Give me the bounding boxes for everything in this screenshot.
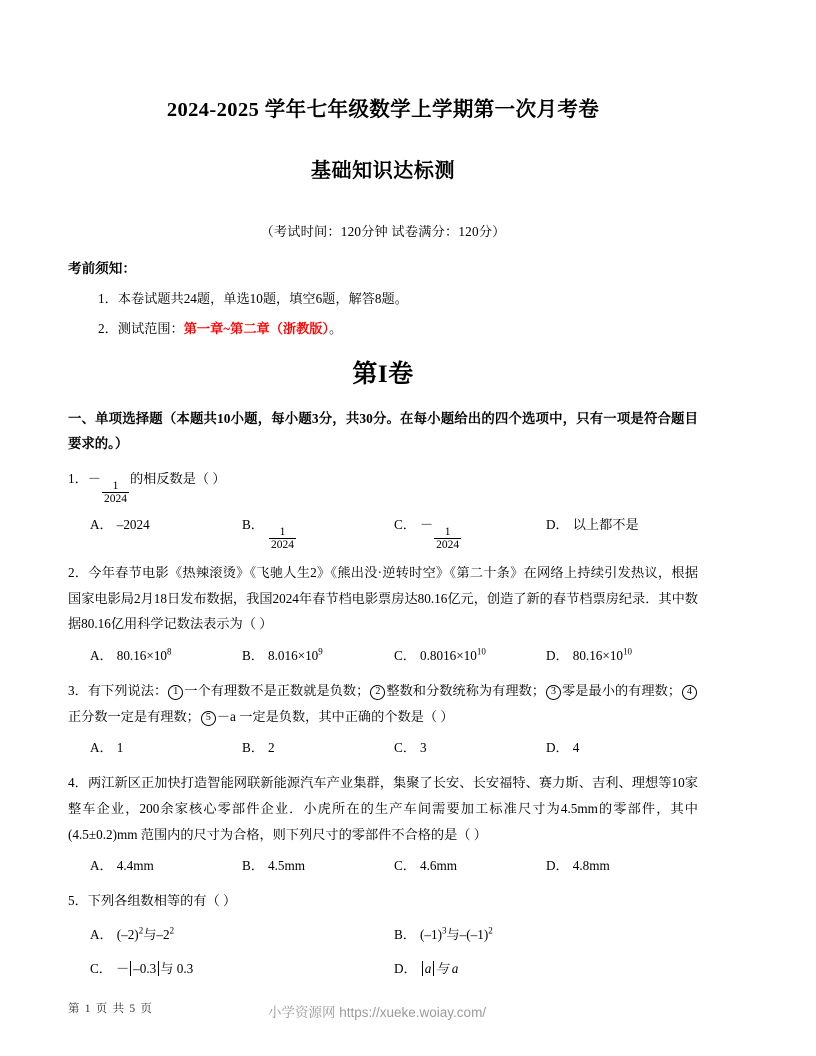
notice-item-2: [68, 318, 698, 337]
option-label: B．: [242, 516, 264, 532]
option-mid: 与: [446, 926, 460, 942]
option-left-exponent: 3: [441, 925, 447, 936]
circled-number-1: 1: [168, 685, 183, 700]
question-1-option-d[interactable]: [546, 512, 698, 551]
question-3: [68, 678, 698, 761]
fraction-1-2024: [269, 526, 296, 551]
option-label: C．: [90, 960, 112, 976]
option-mid: 与: [143, 926, 157, 942]
fraction-1-2024: [434, 526, 461, 551]
option-label: D．: [546, 648, 569, 664]
option-label: C．: [394, 516, 416, 532]
option-label: B．: [242, 740, 264, 756]
question-2-option-c[interactable]: [394, 643, 546, 669]
question-5-stem: [68, 888, 698, 914]
option-text: –2024: [116, 516, 150, 532]
notice-heading: 考前须知：: [68, 260, 136, 276]
question-4-number: 4．: [68, 775, 88, 791]
fraction-numerator: 1: [102, 480, 129, 493]
option-right-exponent: 2: [488, 925, 493, 936]
q3-text-0: 有下列说法：: [87, 682, 168, 698]
option-label: B．: [394, 926, 416, 942]
option-label: B．: [242, 858, 264, 874]
test-range-highlight: 第一章~第二章（浙教版）: [183, 320, 330, 336]
option-exponent: 8: [167, 646, 172, 657]
option-label: A．: [90, 740, 113, 756]
option-text: 1: [116, 740, 124, 756]
question-3-option-b[interactable]: [242, 735, 394, 761]
question-3-option-c[interactable]: [394, 735, 546, 761]
option-exponent: 10: [476, 646, 486, 657]
notice-item-1: 1．本卷试题共24题，单选10题，填空6题，解答8题。: [98, 290, 408, 306]
option-text: 80.16×10: [116, 648, 168, 664]
question-1-minus: －: [87, 471, 101, 487]
question-5-option-c[interactable]: [90, 956, 394, 982]
option-label: A．: [90, 858, 113, 874]
question-5-option-a[interactable]: [90, 922, 394, 948]
question-1-option-b[interactable]: [242, 512, 394, 551]
page-title: 2024-2025 学年七年级数学上学期第一次月考卷: [166, 99, 600, 121]
question-5-options-row-1: [68, 922, 698, 948]
section-header-multiple-choice: 一、单项选择题（本题共10小题，每小题3分，共30分。在每小题给出的四个选项中，只有一项是符合题目要求的。）: [68, 410, 698, 452]
fraction-denominator: 2024: [436, 538, 460, 551]
question-1-options: [68, 512, 698, 551]
option-right-base: –2: [156, 926, 170, 942]
option-text: 4.6mm: [419, 858, 457, 874]
question-1-number: 1．: [68, 471, 88, 487]
absolute-value-bars: a: [422, 961, 435, 976]
question-1-option-a[interactable]: [90, 512, 242, 551]
question-5-options-row-2: [68, 956, 698, 982]
question-5-option-d[interactable]: [394, 956, 698, 982]
question-4: [68, 770, 698, 879]
page-content: [68, 0, 698, 981]
question-1-option-c[interactable]: [394, 512, 546, 551]
option-left-base: (–1): [419, 926, 442, 942]
question-3-options: [68, 735, 698, 761]
option-text: 4.5mm: [267, 858, 305, 874]
exam-meta: （考试时间：120分钟 试卷满分：120分）: [260, 223, 506, 239]
question-2: [68, 560, 698, 669]
notice-item-2-suffix: 。: [329, 320, 343, 336]
page-number: 第 1 页 共 5 页: [68, 1003, 154, 1015]
option-label: D．: [546, 740, 569, 756]
option-minus: －: [419, 516, 434, 532]
question-3-option-d[interactable]: [546, 735, 698, 761]
question-5-number: 5．: [68, 893, 88, 909]
option-label: D．: [546, 516, 569, 532]
option-left-exponent: 2: [138, 925, 144, 936]
option-label: A．: [90, 648, 113, 664]
option-text: 4.4mm: [116, 858, 154, 874]
volume-heading: 第I卷: [352, 360, 414, 388]
question-2-option-b[interactable]: [242, 643, 394, 669]
q3-text-3: 零是最小的有理数；: [562, 682, 682, 698]
question-1: [68, 466, 698, 551]
question-1-stem-text: 的相反数是（ ）: [129, 471, 226, 487]
question-5-option-b[interactable]: [394, 922, 698, 948]
option-label: C．: [394, 858, 416, 874]
question-5-stem-text: 下列各组数相等的有（ ）: [87, 893, 237, 909]
option-label: A．: [90, 926, 113, 942]
option-text: 以上都不是: [572, 516, 639, 532]
q3-text-1: 一个有理数不是正数就是负数；: [184, 682, 370, 698]
question-4-stem-text: 两江新区正加快打造智能网联新能源汽车产业集群，集聚了长安、长安福特、赛力斯、吉利、理想等10家整车企业，200余家核心零部件企业．小虎所在的生产车间需要加工标准尺寸为4.5mm的零部件，其中(4.5±0.2)mm 范围内的尺寸为合格，则下列尺寸的零部件不合格的是（ ）: [68, 775, 698, 842]
option-label: D．: [546, 858, 569, 874]
circled-number-5: 5: [201, 711, 216, 726]
option-text: 2: [267, 740, 275, 756]
option-label: C．: [394, 648, 416, 664]
option-text: 80.16×10: [572, 648, 624, 664]
q3-text-5: －a 一定是负数，其中正确的个数是（ ）: [216, 708, 454, 724]
question-3-number: 3．: [68, 682, 88, 698]
option-minus: －: [115, 960, 130, 976]
option-text: 4.8mm: [572, 858, 610, 874]
option-label: A．: [90, 516, 113, 532]
fraction-denominator: 2024: [270, 538, 294, 551]
option-label: C．: [394, 740, 416, 756]
site-watermark: 小学资源网 https://xueke.woiay.com/: [268, 1005, 487, 1020]
option-label: D．: [394, 960, 417, 976]
option-text: 与 0.3: [160, 960, 194, 976]
q3-text-4: 正分数一定是有理数；: [68, 708, 200, 724]
option-exponent: 10: [623, 646, 632, 657]
option-right-base: –(–1): [459, 926, 489, 942]
question-5: [68, 888, 698, 981]
option-exponent: 9: [318, 646, 323, 657]
question-1-stem: [68, 466, 698, 505]
circled-number-4: 4: [682, 685, 697, 700]
question-2-stem-text: 今年春节电影《热辣滚烫》《飞驰人生2》《熊出没·逆转时空》《第二十条》在网络上持续引发热议，根据国家电影局2月18日发布数据，我国2024年春节档电影票房达80.16亿元，创造了新的春节档票房纪录．其中数据80.16亿用科学记数法表示为（ ）: [68, 564, 699, 632]
circled-number-2: 2: [370, 685, 385, 700]
question-4-option-a[interactable]: [90, 853, 242, 879]
option-text: 4: [572, 740, 580, 756]
option-text: 3: [419, 740, 427, 756]
question-4-option-b[interactable]: [242, 853, 394, 879]
question-2-number: 2．: [68, 564, 89, 580]
option-right-exponent: 2: [169, 925, 175, 936]
notice-item-2-prefix: 2．测试范围：: [98, 320, 184, 336]
option-text: 与 a: [435, 960, 459, 976]
fraction-numerator: 1: [269, 526, 296, 539]
question-3-stem: [68, 678, 698, 729]
question-2-options: [68, 643, 698, 669]
question-4-option-c[interactable]: [394, 853, 546, 879]
question-2-stem: [68, 560, 698, 637]
absolute-value-bars: –0.3: [130, 961, 159, 976]
option-text: 0.8016×10: [419, 648, 477, 664]
fraction-denominator: 2024: [103, 493, 127, 506]
page-subtitle: 基础知识达标测: [310, 159, 456, 182]
question-2-option-a[interactable]: [90, 643, 242, 669]
option-left-base: (–2): [116, 926, 139, 942]
page-footer: [68, 1000, 768, 1024]
question-3-option-a[interactable]: [90, 735, 242, 761]
question-4-stem: [68, 770, 698, 847]
fraction-1-2024: [102, 480, 129, 505]
option-text: 8.016×10: [267, 648, 319, 664]
circled-number-3: 3: [546, 685, 561, 700]
question-4-option-d[interactable]: [546, 853, 698, 879]
q3-text-2: 整数和分数统称为有理数；: [386, 682, 546, 698]
question-4-options: [68, 853, 698, 879]
question-2-option-d[interactable]: [546, 643, 698, 669]
fraction-numerator: 1: [434, 526, 461, 539]
option-label: B．: [242, 648, 264, 664]
